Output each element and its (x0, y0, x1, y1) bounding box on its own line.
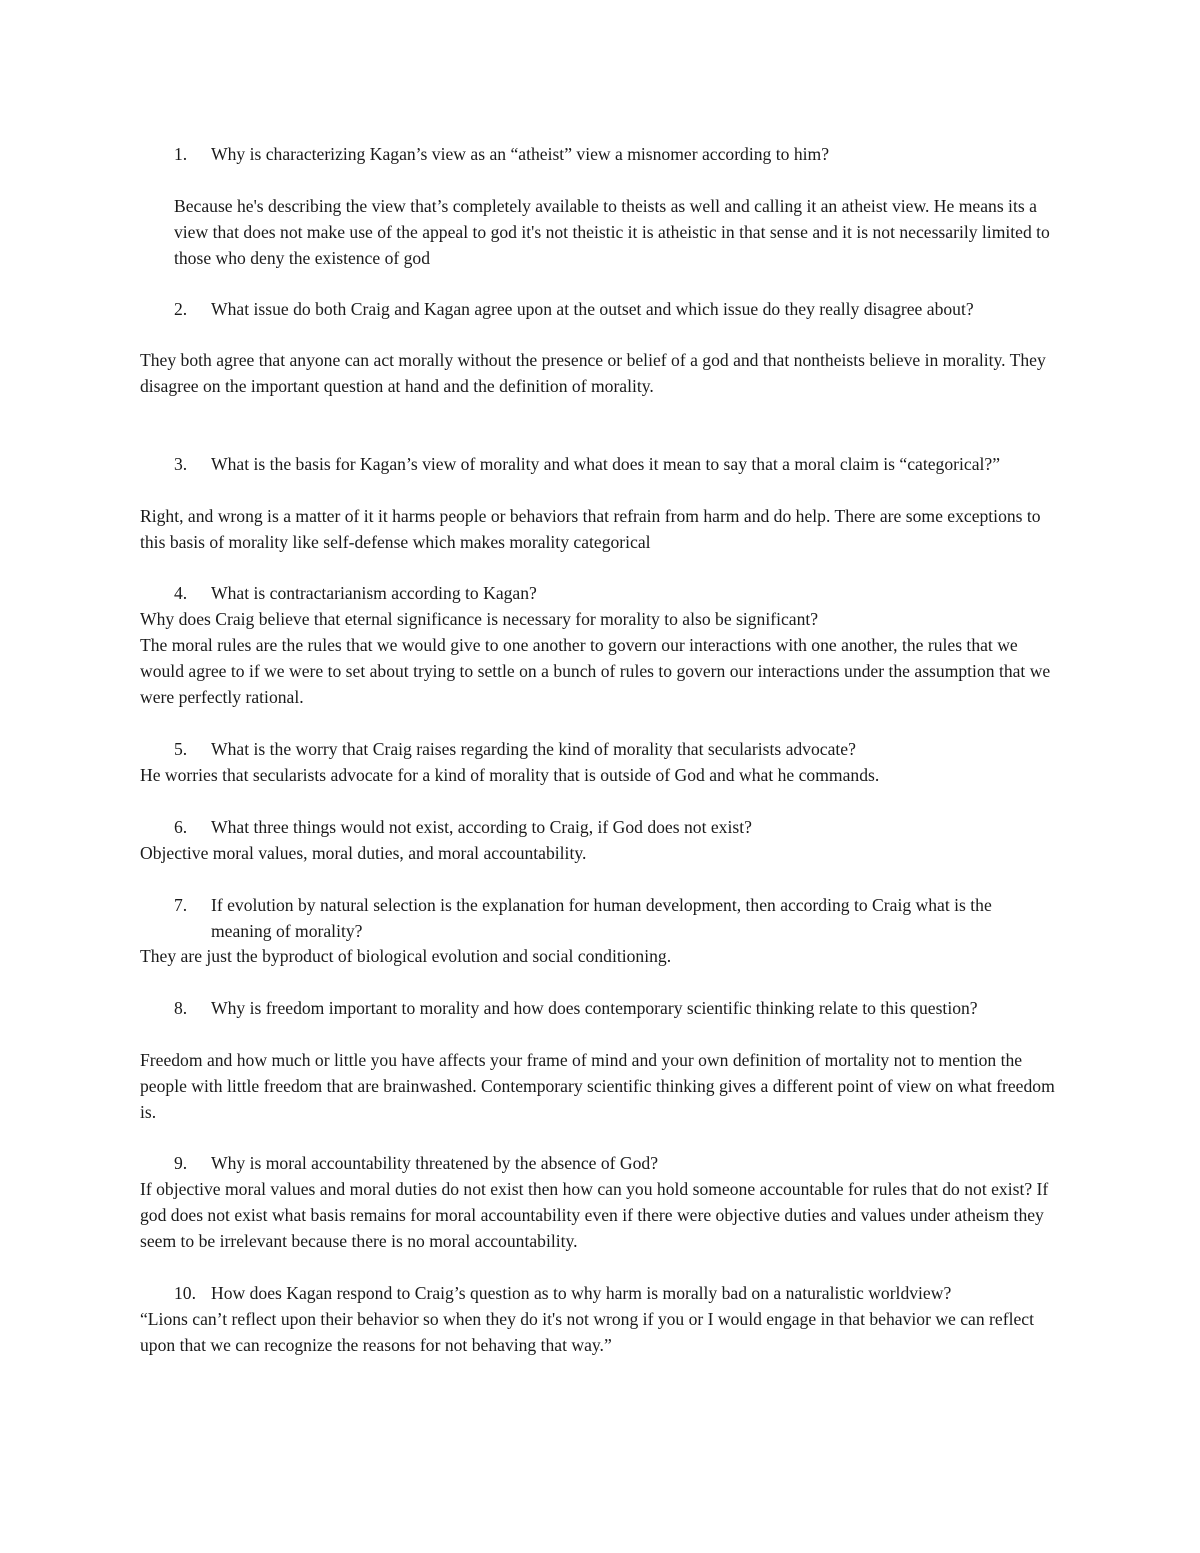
question-text: Why is characterizing Kagan’s view as an “atheist” view a misnomer according to him? (211, 144, 829, 164)
question-text: What three things would not exist, according to Craig, if God does not exist? (211, 817, 752, 837)
answer-10: “Lions can’t reflect upon their behavior so when they do it's not wrong if you or I would engage in that behavior we can reflect upon that we can recognize the reasons for not behaving that way.” (140, 1309, 1034, 1355)
question-1 (174, 142, 1034, 168)
question-2 (174, 297, 1034, 323)
answer-7: They are just the byproduct of biological evolution and social conditioning. (140, 946, 672, 966)
answer-4: The moral rules are the rules that we would give to one another to govern our interactions with one another, the rules that we would agree to if we were to set about trying to settle on a bunch of rules to govern our interactions under the assumption that we were perfectly rational. (140, 635, 1051, 707)
question-text: Why is moral accountability threatened by the absence of God? (211, 1153, 659, 1173)
question-9 (174, 1151, 1034, 1177)
question-number: 4. (174, 583, 188, 603)
question-8 (174, 996, 1034, 1022)
question-number: 6. (174, 817, 188, 837)
question-text: What is contractarianism according to Kagan? (211, 583, 537, 603)
question-5 (174, 737, 1034, 763)
question-10 (174, 1281, 1034, 1307)
question-text: Why is freedom important to morality and how does contemporary scientific thinking relate to this question? (211, 998, 978, 1018)
question-number: 2. (174, 299, 188, 319)
question-number: 10. (174, 1283, 196, 1303)
question-number: 8. (174, 998, 188, 1018)
answer-6: Objective moral values, moral duties, and moral accountability. (140, 843, 587, 863)
answer-9: If objective moral values and moral duties do not exist then how can you hold someone accountable for rules that do not exist? If god does not exist what basis remains for moral accountability even if there were objective duties and values under atheism they seem to be irrelevant because there is no moral accountability. (140, 1179, 1049, 1251)
answer-8: Freedom and how much or little you have affects your frame of mind and your own definition of mortality not to mention the people with little freedom that are brainwashed. Contemporary scientific thinking gives a different point of view on what freedom is. (140, 1050, 1055, 1122)
question-6 (174, 815, 1034, 841)
question-text: What is the worry that Craig raises regarding the kind of morality that secularists advocate? (211, 739, 856, 759)
question-number: 5. (174, 739, 188, 759)
question-3 (174, 452, 1034, 478)
question-4 (174, 581, 1034, 607)
question-text: What issue do both Craig and Kagan agree upon at the outset and which issue do they really disagree about? (211, 299, 974, 319)
question-number: 1. (174, 144, 188, 164)
question-number: 3. (174, 454, 188, 474)
question-number: 9. (174, 1153, 188, 1173)
answer-3: Right, and wrong is a matter of it it harms people or behaviors that refrain from harm and do help. There are some exceptions to this basis of morality like self-defense which makes morality categorical (140, 506, 1041, 552)
question-text: What is the basis for Kagan’s view of morality and what does it mean to say that a moral claim is “categorical?” (211, 454, 1001, 474)
question-7 (174, 893, 1034, 945)
answer-1: Because he's describing the view that’s completely available to theists as well and calling it an atheist view. He means its a view that does not make use of the appeal to god it's not theistic it is atheistic in that sense and it is not necessarily limited to those who deny the existence of god (174, 196, 1050, 268)
question-text: If evolution by natural selection is the explanation for human development, then according to Craig what is the meaning of morality? (211, 895, 992, 941)
answer-2: They both agree that anyone can act morally without the presence or belief of a god and that nontheists believe in morality. They disagree on the important question at hand and the definition of morality. (140, 350, 1046, 396)
answer-4-subquestion: Why does Craig believe that eternal significance is necessary for morality to also be significant? (140, 609, 819, 629)
answer-5: He worries that secularists advocate for a kind of morality that is outside of God and what he commands. (140, 765, 880, 785)
question-text: How does Kagan respond to Craig’s question as to why harm is morally bad on a naturalistic worldview? (211, 1283, 952, 1303)
question-number: 7. (174, 895, 188, 915)
